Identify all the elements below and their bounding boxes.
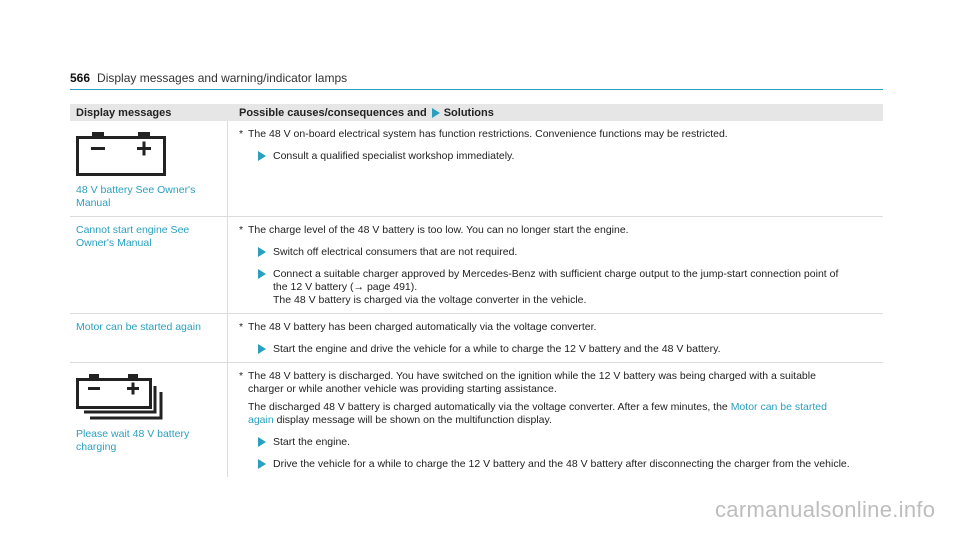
page-title: Display messages and warning/indicator lamps (97, 71, 348, 85)
message-reference: Motor can be started again (248, 401, 827, 426)
solution-cell (228, 217, 883, 313)
solution-cell (228, 363, 883, 477)
solution-step: Consult a qualified specialist workshop immediately. (239, 150, 853, 163)
arrow-right-icon (258, 344, 266, 354)
solution-step: Start the engine. (239, 436, 853, 449)
footnote-marker: * (239, 321, 244, 333)
table-row (70, 363, 883, 477)
message-cell (70, 314, 228, 362)
solution-cell (228, 121, 883, 216)
footnote-marker: * (239, 224, 244, 236)
solution-step: Switch off electrical consumers that are not required. (239, 246, 853, 259)
arrow-right-icon (432, 108, 440, 118)
page-number: 566 (70, 71, 91, 85)
footnote-marker: * (239, 370, 244, 382)
col-header-causes-text: Possible causes/consequences and (239, 106, 427, 119)
arrow-right-icon (258, 269, 266, 279)
solution-step: Start the engine and drive the vehicle for a while to charge the 12 V battery and the 48 V battery. (239, 343, 853, 356)
col-header-solutions-text: Solutions (443, 106, 494, 119)
message-label: Cannot start engine See Owner's Manual (76, 224, 190, 249)
table-row (70, 121, 883, 217)
step-note: The 48 V battery is charged via the voltage converter in the vehicle. (273, 294, 587, 306)
solution-cell (228, 314, 883, 362)
col-header-display-messages: Display messages (76, 106, 172, 119)
battery-charging-icon (76, 372, 166, 420)
solution-step: Connect a suitable charger approved by Mercedes-Benz with sufficient charge output to the jump-start connection point of the 12 V battery (→ page 491). The 48 V battery is charged via the voltage converter in the vehicle. (239, 268, 853, 307)
footnote-marker: * (239, 128, 244, 140)
table-row (70, 217, 883, 314)
arrow-right-icon (258, 437, 266, 447)
message-label: 48 V battery See Owner's Manual (76, 184, 196, 209)
watermark: carmanualsonline.info (715, 497, 936, 522)
message-label: Please wait 48 V battery charging (76, 428, 190, 453)
battery-icon (76, 130, 166, 176)
table-row (70, 314, 883, 363)
arrow-right-icon (258, 247, 266, 257)
message-cell (70, 121, 228, 216)
message-label: Motor can be started again (76, 321, 201, 333)
cause-text: * The charge level of the 48 V battery is too low. You can no longer start the engine. (239, 224, 629, 236)
cause-text: * The 48 V battery is discharged. You have switched on the ignition while the 12 V battery was being charged with a suitable charger or while another vehicle was providing starting assistance. (239, 370, 816, 395)
table-header (70, 104, 883, 121)
arrow-right-icon (258, 151, 266, 161)
arrow-right-icon (258, 459, 266, 469)
message-cell (70, 363, 228, 477)
cause-text: * The 48 V on-board electrical system has function restrictions. Convenience functions may be restricted. (239, 128, 728, 140)
explanation-text: The discharged 48 V battery is charged automatically via the voltage converter. After a few minutes, the Motor can be started again display message will be shown on the multifunction display. (248, 401, 827, 426)
cause-text: * The 48 V battery has been charged automatically via the voltage converter. (239, 321, 597, 333)
message-cell (70, 217, 228, 313)
page-header (70, 70, 883, 90)
solution-step: Drive the vehicle for a while to charge the 12 V battery and the 48 V battery after disconnecting the charger from the vehicle. (239, 458, 853, 471)
display-messages-table (70, 104, 883, 477)
col-header-causes (228, 107, 883, 119)
